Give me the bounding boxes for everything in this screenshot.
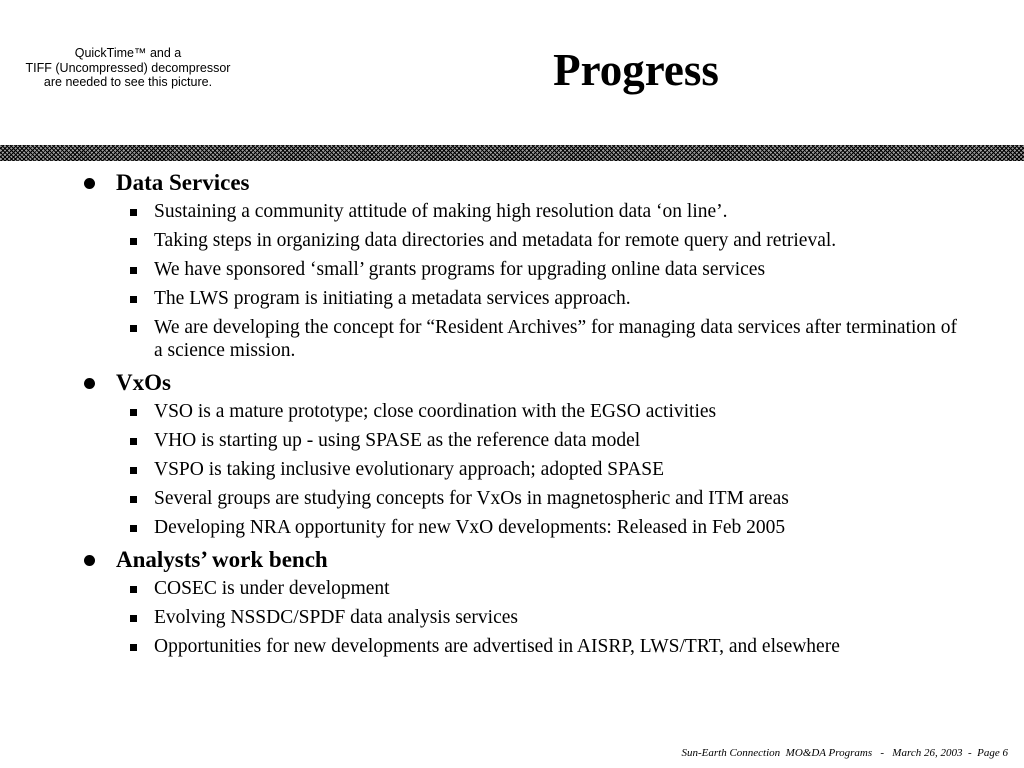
list-item	[84, 606, 964, 629]
list-item-text: Taking steps in organizing data directories and metadata for remote query and retrieval.	[154, 230, 837, 251]
square-bullet-icon	[130, 496, 137, 503]
list-item	[84, 316, 964, 362]
list-item	[84, 487, 964, 510]
list-item-text: Developing NRA opportunity for new VxO developments: Released in Feb 2005	[154, 517, 786, 538]
list-item	[84, 577, 964, 600]
slide-body	[84, 168, 964, 664]
header-divider	[0, 145, 1024, 161]
list-item-text: VSO is a mature prototype; close coordination with the EGSO activities	[154, 401, 717, 422]
list-item-text: The LWS program is initiating a metadata services approach.	[154, 288, 631, 309]
section-heading-text: Data Services	[116, 170, 250, 195]
list-item-text: We have sponsored ‘small’ grants programs for upgrading online data services	[154, 259, 766, 280]
bullet-dot-icon	[84, 178, 95, 189]
square-bullet-icon	[130, 586, 137, 593]
square-bullet-icon	[130, 238, 137, 245]
slide-footer: Sun-Earth Connection MO&DA Programs - March 26, 2003 - Page 6	[681, 747, 1008, 759]
list-item-text: Evolving NSSDC/SPDF data analysis services	[154, 607, 518, 628]
list-item	[84, 429, 964, 452]
square-bullet-icon	[130, 615, 137, 622]
list-item-text: Sustaining a community attitude of making high resolution data ‘on line’.	[154, 201, 728, 222]
list-item	[84, 287, 964, 310]
list-item	[84, 458, 964, 481]
list-item-text: Several groups are studying concepts for VxOs in magnetospheric and ITM areas	[154, 488, 789, 509]
square-bullet-icon	[130, 325, 137, 332]
list-item	[84, 400, 964, 423]
section-heading-text: VxOs	[116, 370, 171, 395]
image-placeholder-notice	[0, 46, 256, 90]
bullet-dot-icon	[84, 555, 95, 566]
item-list	[84, 400, 964, 539]
list-item	[84, 200, 964, 223]
square-bullet-icon	[130, 438, 137, 445]
list-item	[84, 635, 964, 658]
square-bullet-icon	[130, 644, 137, 651]
list-item-text: Opportunities for new developments are advertised in AISRP, LWS/TRT, and elsewhere	[154, 636, 840, 657]
square-bullet-icon	[130, 267, 137, 274]
square-bullet-icon	[130, 409, 137, 416]
item-list	[84, 577, 964, 658]
item-list	[84, 200, 964, 362]
bullet-dot-icon	[84, 378, 95, 389]
list-item-text: COSEC is under development	[154, 578, 390, 599]
placeholder-line: are needed to see this picture.	[43, 75, 213, 89]
list-item-text: VHO is starting up - using SPASE as the reference data model	[154, 430, 641, 451]
square-bullet-icon	[130, 296, 137, 303]
placeholder-line: QuickTime™ and a	[74, 46, 182, 60]
square-bullet-icon	[130, 209, 137, 216]
section-heading	[84, 545, 964, 575]
section-heading	[84, 168, 964, 198]
square-bullet-icon	[130, 525, 137, 532]
section-heading-text: Analysts’ work bench	[116, 547, 328, 572]
list-item-text: VSPO is taking inclusive evolutionary approach; adopted SPASE	[154, 459, 665, 480]
slide-title: Progress	[553, 45, 719, 95]
section-analysts-work-bench	[84, 545, 964, 658]
section-vxos	[84, 368, 964, 539]
list-item	[84, 258, 964, 281]
list-item	[84, 516, 964, 539]
square-bullet-icon	[130, 467, 137, 474]
list-item-text: We are developing the concept for “Resident Archives” for managing data services after termination of a science mission.	[154, 317, 958, 361]
list-item	[84, 229, 964, 252]
section-data-services	[84, 168, 964, 362]
placeholder-line: TIFF (Uncompressed) decompressor	[25, 60, 231, 75]
section-heading	[84, 368, 964, 398]
